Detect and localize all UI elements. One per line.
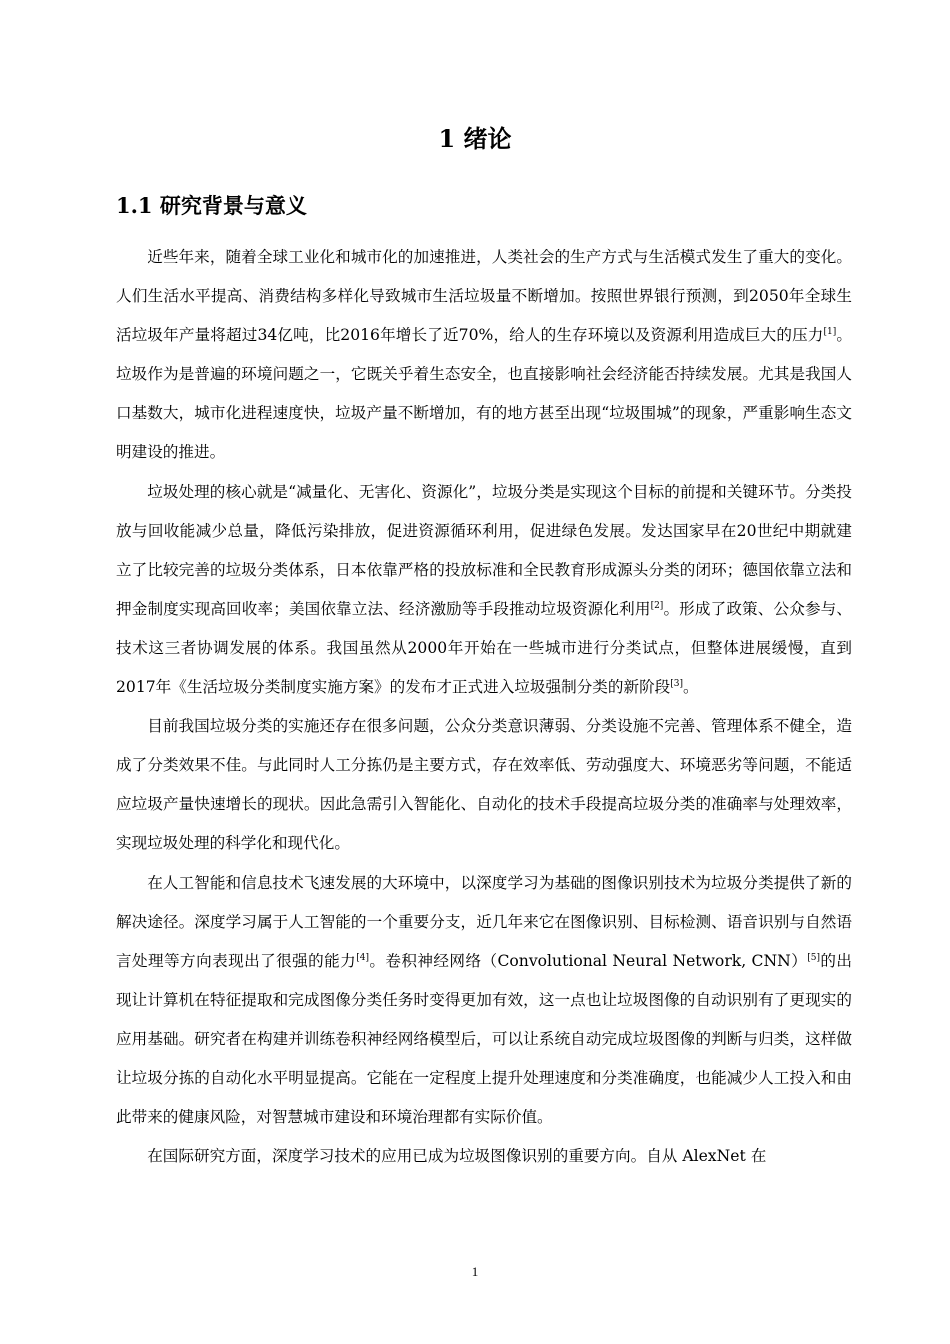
- paragraph-text: 近些年来，随着全球工业化和城市化的加速推进，人类社会的生产方式与生活模式发生了重大的变化。人们生活水平提高、消费结构多样化导致城市生活垃圾量不断增加。按照世界银行预测，到2050年全球生活垃圾年产量将超过34亿吨，比2016年增长了近70%，给人的生存环境以及资源利用造成巨大的压力: [116, 248, 852, 345]
- citation: [5]: [807, 952, 820, 963]
- citation: [1]: [823, 327, 837, 338]
- page-number: 1: [471, 1264, 479, 1279]
- citation: [2]: [650, 600, 664, 611]
- section-title: 1.1 研究背景与意义: [116, 193, 307, 218]
- paragraph-text: 目前我国垃圾分类的实施还存在很多问题，公众分类意识薄弱、分类设施不完善、管理体系不健全，造成了分类效果不佳。与此同时人工分拣仍是主要方式，存在效率低、劳动强度大、环境恶劣等问题，不能适应垃圾产量快速增长的现状。因此急需引入智能化、自动化的技术手段提高垃圾分类的准确率与处理效率，实现垃圾处理的科学化和现代化。: [116, 717, 852, 853]
- paragraph-5: [116, 1137, 852, 1176]
- paragraph-text: 在人工智能和信息技术飞速发展的大环境中，以深度学习为基础的图像识别技术为垃圾分类提供了新的解决途径。深度学习属于人工智能的一个重要分支，近几年来它在图像识别、目标检测、语音识别与自然语言处理等方向表现出了很强的能力: [116, 873, 852, 970]
- paragraph-text: 。垃圾作为是普遍的环境问题之一，它既关乎着生态安全，也直接影响社会经济能否持续发展。尤其是我国人口基数大，城市化进程速度快，垃圾产量不断增加，有的地方甚至出现“垃圾围城”的现象，严重影响生态文明建设的推进。: [116, 326, 852, 462]
- citation: [3]: [670, 679, 684, 690]
- paragraph-1: [116, 238, 852, 473]
- paragraph-4: [116, 864, 852, 1138]
- paragraph-text: 的出现让计算机在特征提取和完成图像分类任务时变得更加有效，这一点也让垃圾图像的自动识别有了更现实的应用基础。研究者在构建并训练卷积神经网络模型后，可以让系统自动完成垃圾图像的判断与归类，这样做让垃圾分拣的自动化水平明显提高。它能在一定程度上提升处理速度和分类准确度，也能减少人工投入和由此带来的健康风险，对智慧城市建设和环境治理都有实际价值。: [116, 951, 852, 1127]
- paragraph-text: 。卷积神经网络（Convolutional Neural Network, CNN）: [368, 951, 808, 970]
- paragraph-text: 垃圾处理的核心就是“减量化、无害化、资源化”，垃圾分类是实现这个目标的前提和关键环节。分类投放与回收能减少总量，降低污染排放，促进资源循环利用，促进绿色发展。发达国家早在20世纪中期就建立了比较完善的垃圾分类体系，日本依靠严格的投放标准和全民教育形成源头分类的闭环；德国依靠立法和押金制度实现高回收率；美国依靠立法、经济激励等手段推动垃圾资源化利用: [116, 482, 852, 618]
- paragraph-text: 在国际研究方面，深度学习技术的应用已成为垃圾图像识别的重要方向。自从 AlexNet 在: [147, 1147, 767, 1166]
- paragraph-3: [116, 707, 852, 863]
- chapter-title: 1 绪论: [438, 124, 512, 153]
- citation: [4]: [356, 952, 369, 963]
- paragraph-2: [116, 473, 852, 708]
- paragraph-text: 。形成了政策、公众参与、技术这三者协调发展的体系。我国虽然从2000年开始在一些城市进行分类试点，但整体进展缓慢，直到2017年《生活垃圾分类制度实施方案》的发布才正式进入垃圾强制分类的新阶段: [116, 599, 852, 697]
- paragraph-text: 。: [683, 678, 699, 697]
- body-text: [116, 238, 852, 1176]
